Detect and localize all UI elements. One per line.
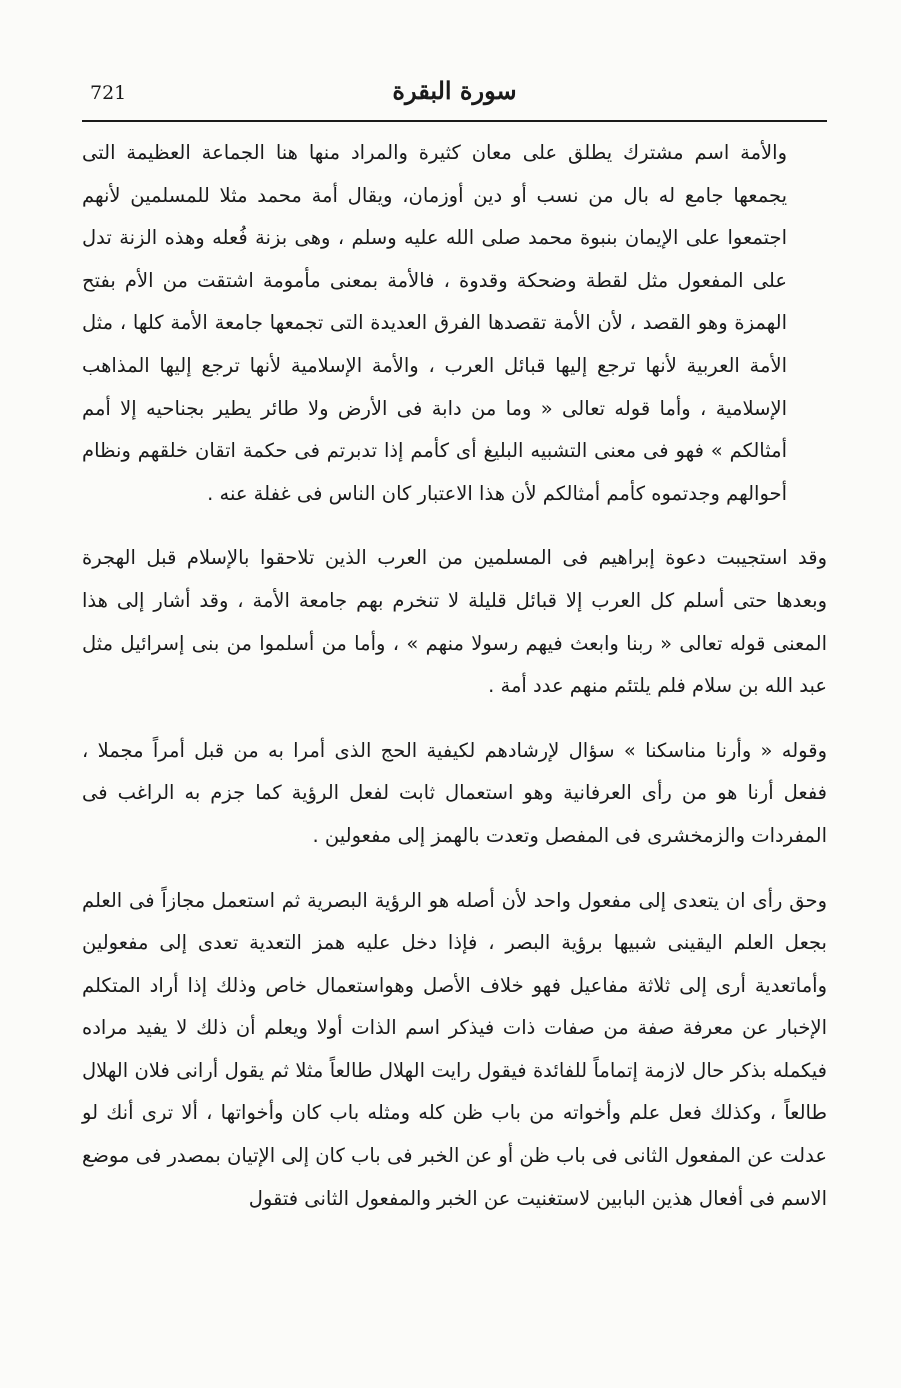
paragraph-2: وقد استجيبت دعوة إبراهيم فى المسلمين من العرب الذين تلاحقوا بالإسلام قبل الهجرة وبعدها حتى أسلم كل العرب إلا قبائل قليلة لا تنخرم بهم جامعة الأمة ، وقد أشار إلى هذا المعنى قوله تعالى « ربنا وابعث فيهم رسولا منهم » ، وأما من أسلموا من بنى إسرائيل مثل عبد الله بن سلام فلم يلتئم منهم عدد أمة . — [82, 546, 827, 698]
page-header — [82, 74, 827, 122]
paragraph-3: وقوله « وأرنا مناسكنا » سؤال لإرشادهم لكيفية الحج الذى أمرا به من قبل أمراً مجملا ، ففعل أرنا هو من رأى العرفانية وهو استعمال ثابت لفعل الرؤية كما جزم به الراغب فى المفردات والزمخشرى فى المفصل وتعدت بالهمز إلى مفعولين . — [82, 738, 827, 847]
paragraph-4: وحق رأى ان يتعدى إلى مفعول واحد لأن أصله هو الرؤية البصرية ثم استعمل مجازاً فى العلم بجعل العلم اليقينى شبيها برؤية البصر ، فإذا دخل عليه همز التعدية تعدى إلى مفعولين وأماتعدية أرى إلى ثلاثة مفاعيل فهو خلاف الأصل وهواستعمال خاص وذلك إذا أراد المتكلم الإخبار عن معرفة صفة من صفات ذات فيذكر اسم الذات أولا ويعلم أن ذلك لا يفيد مراده فيكمله بذكر حال لازمة إتماماً للفائدة فيقول رايت الهلال طالعاً مثلا ثم يقول أرانى فلان الهلال طالعاً ، وكذلك فعل علم وأخواته من باب ظن كله ومثله باب كان وأخواتها ، ألا ترى أنك لو عدلت عن المفعول الثانى فى باب ظن أو عن الخبر فى باب كان إلى الإتيان بمصدر فى موضع الاسم فى أفعال هذين البابين لاستغنيت عن الخبر والمفعول الثانى فتقول — [82, 888, 827, 1210]
surah-title: سورة البقرة — [392, 76, 517, 105]
page-number: 721 — [90, 82, 127, 104]
paragraph-1: والأمة اسم مشترك يطلق على معان كثيرة والمراد منها هنا الجماعة العظيمة التى يجمعها جامع له بال من نسب أو دين أوزمان، ويقال أمة محمد مثلا للمسلمين لأنهم اجتمعوا على الإيمان بنبوة محمد صلى الله عليه وسلم ، وهى بزنة فُعله وهذه الزنة تدل على المفعول مثل لقطة وضحكة وقدوة ، فالأمة بمعنى مأمومة اشتقت من الأم بفتح الهمزة وهو القصد ، لأن الأمة تقصدها الفرق العديدة التى تجمعها جامعة الأمة كلها ، مثل الأمة العربية لأنها ترجع إليها قبائل العرب ، والأمة الإسلامية لأنها ترجع إليها المذاهب الإسلامية ، وأما قوله تعالى « وما من دابة فى الأرض ولا طائر يطير بجناحيه إلا أمم أمثالكم » فهو فى معنى التشبيه البليغ أى كأمم إذا تدبرتم فى حكمة اتقان خلقهم ونظام أحوالهم وجدتموه كأمم أمثالكم لأن هذا الاعتبار كان الناس فى غفلة عنه . — [82, 141, 787, 505]
body-text — [82, 132, 827, 1242]
